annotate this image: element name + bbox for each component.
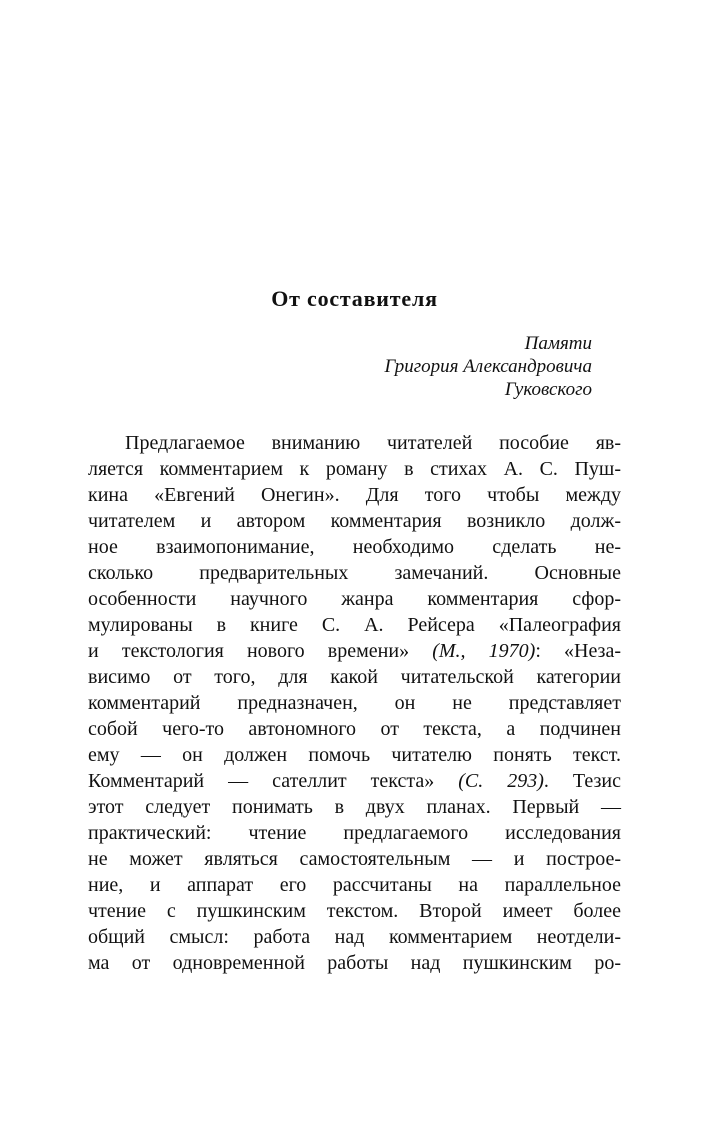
body-text-segment: читателем и автором комментария возникло долж-	[88, 510, 621, 532]
body-text-segment: кина «Евгений Онегин». Для того чтобы между	[88, 484, 621, 506]
epigraph-line: Памяти	[524, 333, 592, 354]
body-line	[88, 924, 621, 950]
epigraph	[88, 332, 592, 401]
body-text-segment: особенности научного жанра комментария сфор-	[88, 588, 621, 610]
body-paragraph	[88, 430, 621, 976]
body-line	[88, 898, 621, 924]
body-text-segment: этот следует понимать в двух планах. Первый —	[88, 796, 621, 818]
body-text-segment: чтение с пушкинским текстом. Второй имеет более	[88, 900, 621, 922]
body-text-segment: мулированы в книге С. А. Рейсера «Палеография	[88, 614, 621, 636]
body-text-segment: сколько предварительных замечаний. Основные	[88, 562, 621, 584]
body-text-segment: Предлагаемое вниманию читателей пособие яв-	[125, 432, 621, 454]
body-line	[88, 872, 621, 898]
body-line	[88, 456, 621, 482]
body-text-segment: . Тезис	[543, 770, 621, 792]
body-line	[88, 794, 621, 820]
body-text-segment: не может являться самостоятельным — и построе-	[88, 848, 621, 870]
epigraph-line: Григория Александровича	[384, 356, 592, 377]
body-line	[88, 950, 621, 976]
body-text-segment: ляется комментарием к роману в стихах А. С. Пуш-	[88, 458, 621, 480]
body-line	[88, 820, 621, 846]
body-text-segment: висимо от того, для какой читательской категории	[88, 666, 621, 688]
body-text-segment: ему — он должен помочь читателю понять текст.	[88, 744, 621, 766]
body-text-italic-segment: (М., 1970)	[432, 640, 536, 662]
body-line	[88, 560, 621, 586]
body-line	[88, 768, 621, 794]
body-text-segment: практический: чтение предлагаемого исследования	[88, 822, 621, 844]
body-line	[88, 612, 621, 638]
body-line	[88, 508, 621, 534]
body-line	[88, 742, 621, 768]
body-line	[88, 482, 621, 508]
epigraph-line: Гуковского	[504, 379, 592, 400]
body-text-italic-segment: (С. 293)	[458, 770, 544, 792]
body-text-segment: ное взаимопонимание, необходимо сделать не-	[88, 536, 621, 558]
body-text-segment: ние, и аппарат его рассчитаны на параллельное	[88, 874, 621, 896]
body-line	[88, 586, 621, 612]
body-line	[88, 534, 621, 560]
body-line	[88, 430, 621, 456]
body-text-segment: и текстология нового времени»	[88, 640, 433, 662]
body-text-segment: общий смысл: работа над комментарием неотдели-	[88, 926, 621, 948]
body-text-segment: : «Неза-	[535, 640, 621, 662]
body-line	[88, 664, 621, 690]
body-line	[88, 716, 621, 742]
body-text-segment: собой чего-то автономного от текста, а подчинен	[88, 718, 621, 740]
body-line	[88, 690, 621, 716]
body-text-segment: комментарий предназначен, он не представляет	[88, 692, 621, 714]
body-line	[88, 638, 621, 664]
body-line	[88, 846, 621, 872]
body-text-segment: ма от одновременной работы над пушкинским ро-	[88, 952, 621, 974]
body-text-segment: Комментарий — сателлит текста»	[88, 770, 459, 792]
page-title: От составителя	[271, 286, 438, 311]
